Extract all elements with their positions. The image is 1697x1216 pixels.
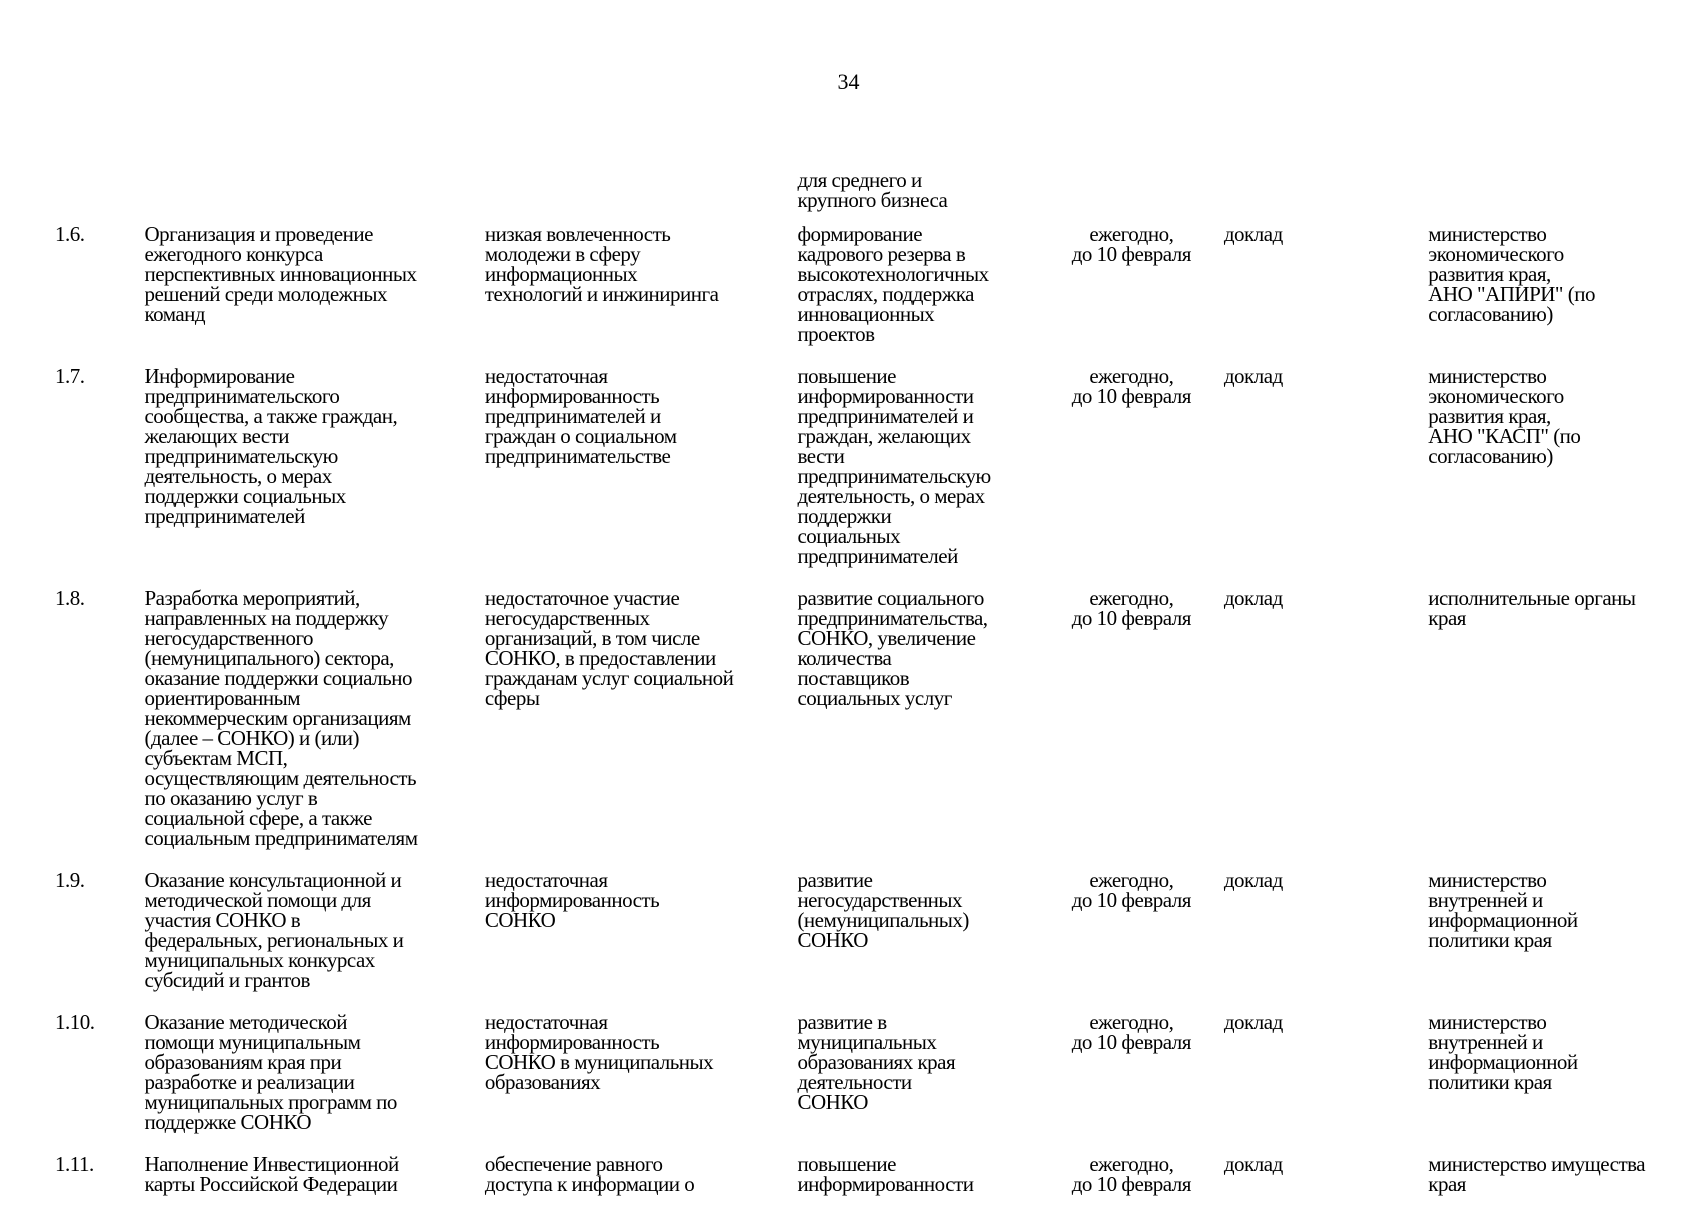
cell-report: доклад [1223,868,1283,892]
table-row [55,588,1697,870]
cell-result: развитие негосударственных (немуниципальных) СОНКО [797,868,969,952]
cell-report: доклад [1223,1010,1283,1034]
page-number: 34 [837,69,860,94]
cell-name [144,170,484,224]
cell-name: Оказание консультационной и методической помощи для участия СОНКО в федеральных, региональных и муниципальных конкурсах субсидий и грантов [144,868,404,992]
cell-responsible [1428,170,1697,224]
cell-name: Организация и проведение ежегодного конкурса перспективных инновационных решений среди молодежных команд [144,222,417,326]
cell-result: развитие в муниципальных образованиях края деятельности СОНКО [797,1010,956,1114]
cell-report: доклад [1223,1152,1283,1176]
cell-problem: недостаточное участие негосударственных организаций, в том числе СОНКО, в предоставлении гражданам услуг социальной сферы [484,586,734,710]
cell-report: доклад [1223,586,1283,610]
cell-responsible: министерство внутренней и информационной политики края [1428,868,1578,952]
table-row [55,366,1697,588]
table-row-continuation [55,170,1697,224]
cell-responsible: министерство экономического развития края, АНО "АПИРИ" (по согласованию) [1428,222,1595,326]
cell-deadline: ежегодно, до 10 февраля [1071,586,1191,630]
cell-name: Разработка мероприятий, направленных на поддержку негосударственного (немуниципального) сектора, оказание поддержки социально ориентированным некоммерческим организациям (далее – СОНКО) и (или) субъектам МСП, осуществляющим деятельность по оказанию услуг в социальной сфере, а также социальным предпринимателям [144,586,418,850]
cell-responsible: министерство внутренней и информационной политики края [1428,1010,1578,1094]
cell-result: формирование кадрового резерва в высокотехнологичных отраслях, поддержка инновационных проектов [797,222,989,346]
cell-num: 1.8. [55,586,85,610]
cell-responsible: исполнительные органы края [1428,586,1636,630]
cell-result: для среднего и крупного бизнеса [797,168,948,212]
cell-num: 1.11. [55,1152,94,1176]
cell-report: доклад [1223,222,1283,246]
cell-num: 1.10. [55,1010,95,1034]
cell-name: Наполнение Инвестиционной карты Российской Федерации [144,1152,399,1196]
cell-num: 1.6. [55,222,85,246]
cell-num [55,170,144,224]
table-row [55,224,1697,366]
table-row [55,870,1697,1012]
cell-num: 1.9. [55,868,85,892]
cell-deadline: ежегодно, до 10 февраля [1071,1152,1191,1196]
cell-problem: низкая вовлеченность молодежи в сферу информационных технологий и инжиниринга [484,222,719,306]
cell-responsible: министерство экономического развития края, АНО "КАСП" (по согласованию) [1428,364,1581,468]
cell-report: доклад [1223,364,1283,388]
cell-num: 1.7. [55,364,85,388]
cell-problem: недостаточная информированность СОНКО в муниципальных образованиях [484,1010,714,1094]
cell-result: повышение информированности предпринимателей и граждан, желающих вести предпринимательскую деятельность, о мерах поддержки социальных предпринимателей [797,364,991,568]
cell-name: Оказание методической помощи муниципальным образованиям края при разработке и реализации муниципальных программ по поддержке СОНКО [144,1010,397,1134]
measures-table [55,170,1697,1216]
cell-deadline: ежегодно, до 10 февраля [1071,868,1191,912]
cell-name: Информирование предпринимательского сообщества, а также граждан, желающих вести предпринимательскую деятельность, о мерах поддержки социальных предпринимателей [144,364,398,528]
cell-result: повышение информированности [797,1152,974,1196]
cell-responsible: министерство имущества края [1428,1152,1646,1196]
cell-problem: недостаточная информированность СОНКО [484,868,660,932]
cell-problem: обеспечение равного доступа к информации о [484,1152,695,1196]
table-row [55,1154,1697,1216]
cell-problem: недостаточная информированность предпринимателей и граждан о социальном предпринимательстве [484,364,677,468]
cell-report [1218,170,1428,224]
cell-deadline: ежегодно, до 10 февраля [1071,1010,1191,1054]
cell-result: развитие социального предпринимательства, СОНКО, увеличение количества поставщиков социальных услуг [797,586,988,710]
cell-problem [485,170,798,224]
cell-deadline: ежегодно, до 10 февраля [1071,222,1191,266]
cell-deadline: ежегодно, до 10 февраля [1071,364,1191,408]
table-row [55,1012,1697,1154]
cell-deadline [1049,170,1218,224]
